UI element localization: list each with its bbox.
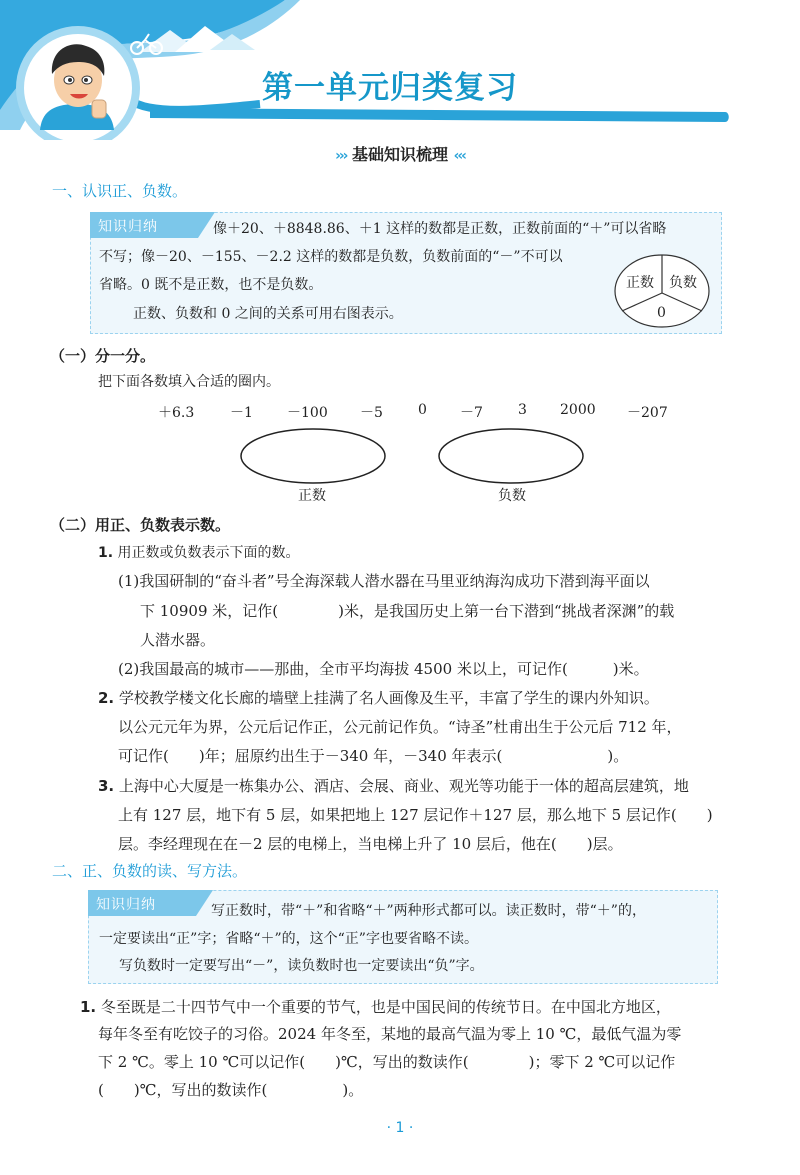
q3-line: 上有 127 层，地下有 5 层，如果把地上 127 层记作＋127 层，那么地下 5 层记作( )	[118, 806, 713, 824]
number-item: －1	[230, 405, 253, 421]
question-text: 学校教学楼文化长廊的墙壁上挂满了名人画像及生平，丰富了学生的课内外知识。	[118, 689, 659, 707]
question-text: 冬至既是二十四节气中一个重要的节气，也是中国民间的传统节日。在中国北方地区，	[100, 998, 671, 1016]
part1-heading: 一、认识正、负数。	[52, 182, 188, 200]
number-item: －100	[287, 405, 328, 421]
negative-circle-label: 负数	[498, 488, 526, 504]
q1-1-line: (1)我国研制的“奋斗者”号全海深载人潜水器在马里亚纳海沟成功下潜到海平面以	[118, 572, 650, 590]
page-number: · 1 ·	[386, 1120, 414, 1136]
negative-circle[interactable]	[436, 426, 586, 486]
diagram-positive-label: 正数	[626, 275, 654, 291]
q1-1-line: 人潜水器。	[140, 631, 216, 649]
q2-line: 以公元元年为界，公元后记作正，公元前记作负。“诗圣”杜甫出生于公元后 712 年，	[118, 718, 682, 736]
number-item: 2000	[560, 402, 596, 418]
question-3	[98, 776, 689, 796]
positive-circle-label: 正数	[298, 488, 326, 504]
number-item: ＋6.3	[158, 405, 195, 421]
question-1	[98, 543, 300, 563]
question-text: 用正数或负数表示下面的数。	[117, 545, 300, 561]
number-item: 3	[518, 402, 527, 418]
arrows-left: ›››	[335, 148, 347, 164]
question-2	[98, 688, 659, 708]
arrows-right: ‹‹‹	[453, 148, 465, 164]
q1-1-line: 下 10909 米，记作( )米，是我国历史上第一台下潜到“挑战者深渊”的载	[140, 602, 675, 620]
number-item: 0	[418, 402, 427, 418]
section-title	[0, 142, 800, 165]
question-number: 1.	[98, 545, 114, 561]
part2-heading: 二、正、负数的读、写方法。	[52, 862, 248, 880]
sub1-heading: （一）分一分。	[50, 347, 156, 365]
number-item: －5	[360, 405, 383, 421]
p2q1-line: 下 2 ℃。零上 10 ℃可以记作( )℃，写出的数读作( )；零下 2 ℃可以记作	[98, 1053, 676, 1071]
p2q1-line: 每年冬至有吃饺子的习俗。2024 年冬至，某地的最高气温为零上 10 ℃，最低气温为零	[98, 1025, 682, 1043]
sub1-instruction: 把下面各数填入合适的圈内。	[98, 374, 280, 390]
sub2-heading: （二）用正、负数表示数。	[50, 516, 231, 534]
number-item: －7	[460, 405, 483, 421]
diagram-zero-label: 0	[657, 305, 666, 321]
knowledge-tag-label: 知识归纳	[96, 897, 156, 913]
knowledge-line: 正数、负数和 0 之间的关系可用右图表示。	[133, 306, 403, 322]
knowledge-line: 省略。0 既不是正数，也不是负数。	[99, 277, 323, 293]
unit-title: 第一单元归类复习	[262, 70, 518, 106]
question-text: 上海中心大厦是一栋集办公、酒店、会展、商业、观光等功能于一体的超高层建筑，地	[118, 777, 689, 795]
knowledge-line: 写正数时，带“＋”和省略“＋”两种形式都可以。读正数时，带“＋”的，	[211, 903, 646, 919]
positive-circle[interactable]	[238, 426, 388, 486]
q2-line: 可记作( )年；屈原约出生于－340 年，－340 年表示( )。	[118, 747, 629, 765]
knowledge-line: 写负数时一定要写出“－”，读负数时也一定要读出“负”字。	[119, 958, 484, 974]
q3-line: 层。李经理现在在－2 层的电梯上，当电梯上升了 10 层后，他在( )层。	[118, 835, 623, 853]
knowledge-tag-label: 知识归纳	[98, 219, 158, 235]
part2-question-1	[80, 997, 671, 1017]
knowledge-line: 不写；像－20、－155、－2.2 这样的数都是负数，负数前面的“－”不可以	[99, 249, 563, 265]
question-number: 3.	[98, 777, 115, 795]
question-number: 2.	[98, 689, 115, 707]
p2q1-line: ( )℃，写出的数读作( )。	[98, 1081, 364, 1099]
knowledge-box-2	[88, 890, 718, 984]
knowledge-line: 一定要读出“正”字；省略“＋”的，这个“正”字也要省略不读。	[99, 931, 478, 947]
question-number: 1.	[80, 998, 97, 1016]
number-item: －207	[627, 405, 668, 421]
knowledge-line: 像＋20、＋8848.86、＋1 这样的数都是正数，正数前面的“＋”可以省略	[213, 221, 667, 237]
knowledge-box-1	[90, 212, 722, 334]
diagram-negative-label: 负数	[669, 275, 697, 291]
q1-2-line: (2)我国最高的城市——那曲，全市平均海拔 4500 米以上，可记作( )米。	[118, 660, 649, 678]
section-title-label: 基础知识梳理	[351, 145, 448, 164]
